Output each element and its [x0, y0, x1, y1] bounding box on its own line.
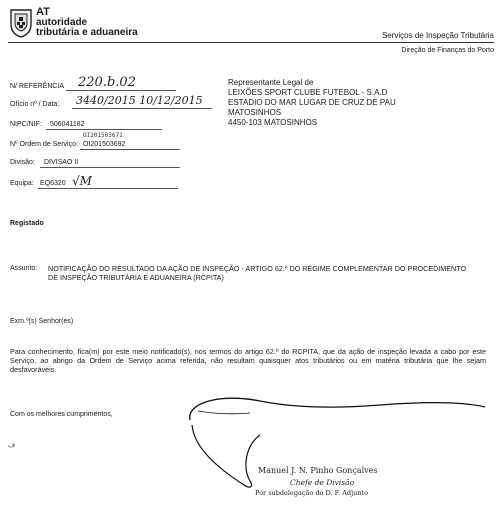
- ordem-underline: [80, 149, 180, 150]
- ordem-overwrite: OI201503671: [83, 132, 123, 139]
- assunto-text: NOTIFICAÇÃO DO RESULTADO DA AÇÃO DE INSPEÇÃO - ARTIGO 62.º DO REGIME COMPLEMENTAR DO PROCEDIMENTO DE INSPEÇÃO TRIBUTÁRIA E ADUANEIRA (RCPITA): [48, 264, 467, 282]
- logo-at: AT: [36, 6, 50, 18]
- signature-role: Chefe de Divisão: [290, 478, 355, 487]
- reference-underline: [66, 90, 176, 91]
- signature-name: Manuel J. N. Pinho Gonçalves: [258, 466, 378, 475]
- directorate: Direção de Finanças do Porto: [401, 47, 494, 54]
- registado-label: Registado: [10, 220, 44, 227]
- recipient-line-4: MATOSINHOS: [228, 108, 282, 117]
- recipient-line-3: ESTADIO DO MAR LUGAR DE CRUZ DE PAU: [228, 98, 396, 107]
- signature-delegation: Por subdelegação do D. F. Adjunto: [255, 489, 368, 497]
- logo-line-2: tributária e aduaneira: [36, 27, 138, 38]
- greeting: Exm.º(s) Senhor(es): [10, 318, 74, 325]
- equipa-underline: [38, 188, 178, 189]
- body-paragraph: Para conhecimento, fica(m) por este meio notificado(s), nos termos do artigo 62.º do RCPITA, que da ação de inspeção levada a cabo por este Serviço, ao abrigo da Ordem de Serviço acima referida, não resultam quaisquer atos tributários ou em matéria tributária que lhe sejam desfavoráveis.: [10, 347, 486, 374]
- divisao-underline: [40, 167, 180, 168]
- nipc-underline: [46, 129, 162, 130]
- header-divider: [8, 42, 494, 43]
- recipient-line-1: Representante Legal de: [228, 78, 314, 87]
- at-logo: [8, 6, 158, 40]
- divisao-value: DIVISAO II: [44, 159, 79, 166]
- reference-value: 220.b.02: [78, 75, 136, 90]
- recipient-line-2: LEIXÕES SPORT CLUBE FUTEBOL - S.A.D: [228, 88, 388, 97]
- oficio-label: Ofício nº / Data:: [10, 101, 60, 108]
- equipa-label: Equipa:: [10, 180, 34, 187]
- coat-of-arms-icon: [8, 8, 34, 38]
- ordem-value: OI201503692: [83, 141, 126, 148]
- recipient-line-5: 4450-103 MATOSINHOS: [228, 118, 318, 127]
- oficio-value: 3440/2015 10/12/2015: [76, 94, 203, 107]
- service-title: Serviços de Inspeção Tributária: [381, 31, 494, 40]
- logo-line-1: autoridade: [36, 17, 88, 28]
- nipc-value: 506041182: [50, 121, 85, 128]
- oficio-underline: [72, 108, 212, 109]
- equipa-value: EQ6320: [40, 180, 66, 187]
- assunto-label: Assunto:: [10, 265, 38, 272]
- reference-label: N/ REFERÊNCIA: [10, 83, 65, 90]
- divisao-label: Divisão:: [10, 159, 35, 166]
- equipa-handwritten: √M: [72, 174, 92, 188]
- recipient-block: [228, 78, 498, 128]
- closing: Com os melhores cumprimentos,: [10, 411, 113, 418]
- stray-mark: ف: [8, 442, 16, 449]
- ordem-label: Nº Ordem de Serviço:: [10, 141, 78, 148]
- nipc-label: NIPC/NIF:: [10, 121, 42, 128]
